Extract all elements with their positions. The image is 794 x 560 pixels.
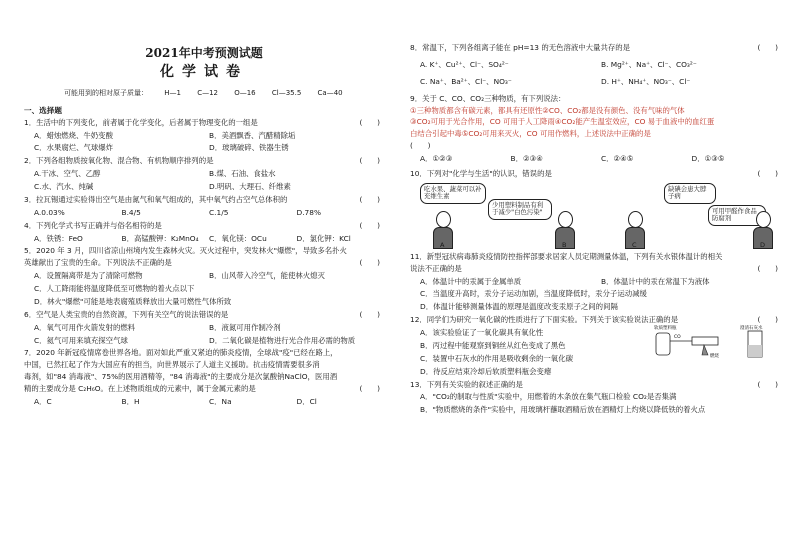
figure-label-bottle: 软质塑料瓶 xyxy=(654,326,677,331)
question-7: 7．2020 年新冠疫情席卷世界各地。面对如此严重又紧迫的肺炎疫情，全球战"疫"已经在路上， 中国，已然扛起了作为大国应有的担当，向世界展示了人道主义援助。抗击疫情需要很多消 毒剂，如"84 消毒液"、75%的医用酒精等，"84 消毒液"的主要成分是次氯酸钠NaClO，医用酒 精的主要成分是 C₂H₆O。在上述物质组成的元素中，属于金属元素的是 ( ) xyxy=(24,348,380,394)
illustration-panel-right xyxy=(604,183,774,249)
section-heading: 一、选择题 xyxy=(24,105,62,115)
question-13-option-a: A．"CO₂的制取与性质"实验中，用燃着的木条放在集气瓶口检验 CO₂是否集满 xyxy=(420,392,677,402)
question-11-option-c: C．当温度升高时，汞分子运动加剧，当温度降低时，汞分子运动减缓 xyxy=(420,289,647,299)
question-8-options-row2: C. Na⁺、Ba²⁺、Cl⁻、NO₃⁻ D. H⁺、NH₄⁺、NO₃⁻、Cl⁻ xyxy=(420,76,691,86)
exam-subtitle: 化学试卷 xyxy=(160,64,248,81)
label-c: C xyxy=(632,240,637,249)
left-column xyxy=(24,0,384,407)
question-4: 4．下列化学式书写正确并与俗名相符的是 ( ) xyxy=(24,220,380,230)
question-2: 2．下列各组物质按氧化物、混合物、有机物顺序排列的是 ( ) xyxy=(24,156,380,166)
question-12-body xyxy=(410,326,782,377)
question-7-options: A．C B．H C．Na D．Cl xyxy=(34,396,317,406)
question-2-options-row1: A.干冰、空气、乙醇 B.煤、石油、食盐水 xyxy=(34,169,276,179)
illustration-panel-left xyxy=(418,183,588,249)
question-8-options-row1: A. K⁺、Cu²⁺、Cl⁻、SO₄²⁻ B. Mg²⁺、Na⁺、Cl⁻、CO₃²⁻ xyxy=(420,59,697,69)
limewater-fill xyxy=(748,345,762,357)
question-9-options: A．①②③ B．②③④ C．②④⑤ D．①③⑤ xyxy=(420,154,725,163)
question-12-option-b: B．丙过程中能观察到铜丝从红色变成了黑色 xyxy=(420,340,566,350)
question-9: 9．关于 C、CO、CO₂三种物质，有下列说法： ①三种物质都含有碳元素，都具有还原性②CO、CO₂都是没有颜色、没有气味的气体 ③CO₂可用于光合作用，CO 可用于人工降雨④CO₂能产生温室效应，CO 易于血液中的血红蛋 白结合引起中毒⑤CO₂可用来灭火，CO 可用作燃料，上述说法中正确的是 ( ) xyxy=(410,93,715,151)
question-1: 1．生活中的下列变化，前者属于化学变化，后者属于物理变化的一组是 ( ) xyxy=(24,117,380,127)
question-2-options-row2: C.水、汽水、纯碱 D.明矾、大理石、纤维素 xyxy=(34,182,291,192)
question-3: 3．拉瓦锡通过实验得出空气是由氮气和氧气组成的，其中氧气约占空气总体积的 ( ) xyxy=(24,194,380,204)
right-column xyxy=(410,40,782,415)
question-6: 6．空气是人类宝贵的自然资源，下列有关空气的说法错误的是 ( ) xyxy=(24,309,380,319)
soft-plastic-bottle xyxy=(656,333,670,355)
question-1-options-row1: A．蜡烛燃烧、牛奶变酸 B．美酒飘香、汽醋精除垢 xyxy=(34,130,296,140)
question-12-option-d: D．待反应结束冷却后软质塑料瓶会变瘪 xyxy=(420,366,552,376)
question-12-option-c: C．装置中石灰水的作用是吸收剩余的一氧化碳 xyxy=(420,353,573,363)
question-5-option-d: D．林火"爆燃"可能是地表腐殖质释放出大量可燃性气体所致 xyxy=(34,296,232,306)
question-3-options: A.0.03% B.4/5 C.1/5 D.78% xyxy=(34,207,321,217)
question-1-options-row2: C．水果腐烂、气球爆炸 D．玻璃破碎、铁器生锈 xyxy=(34,143,289,153)
question-6-options-row1: A．氧气可用作火箭发射的燃料 B．液氮可用作制冷剂 xyxy=(34,322,281,332)
question-5-option-c: C．人工降雨能将温度降低至可燃物的着火点以下 xyxy=(34,284,195,294)
question-8: 8．常温下，下列各组离子能在 pH=13 的无色溶液中大量共存的是 ( ) xyxy=(410,43,778,52)
question-11-option-d: D．体温计能够测量体温的原理是温度改变汞原子之间的间隔 xyxy=(420,302,618,312)
person-a-figure xyxy=(436,211,453,249)
figure-label-limewater: 澄清石灰水 xyxy=(740,326,763,331)
person-b-figure xyxy=(558,211,575,249)
question-4-options: A．铁锈：FeO B．高锰酸钾：K₂MnO₄ C．氧化镁：OCu D．氯化钾：KCl xyxy=(34,233,351,243)
question-10-illustration xyxy=(410,183,782,249)
speech-bubble-d: 可用甲醛作食品防腐剂 xyxy=(708,205,766,226)
label-b: B xyxy=(562,240,567,249)
atomic-masses: 可能用到的相对原子质量： H—1 C—12 O—16 Cl—35.5 Ca—40 xyxy=(64,89,343,98)
figure-label-co: CO xyxy=(674,335,681,340)
speech-bubble-a: 吃水果、蔬菜可以补充维生素 xyxy=(420,183,486,204)
question-10: 10．下列对"化学与生活"的认识，错误的是 ( ) xyxy=(410,168,778,178)
figure-label-burn: 燃烧 xyxy=(710,354,719,359)
speech-bubble-b: 少用塑料制品有利于减少"白色污染" xyxy=(488,199,552,220)
exam-title: 2021年中考预测试题 xyxy=(145,46,263,60)
question-11: 11．新型冠状病毒肺炎疫情防控指挥部要求居家人员定期测量体温，下列有关水银体温计的相关 说法不正确的是 ( ) xyxy=(410,251,778,273)
question-11-options-row1: A．体温计中的汞属于金属单质 B．体温计中的汞在常温下为液体 xyxy=(420,276,710,286)
label-d: D xyxy=(760,240,766,249)
question-13-option-b: B．"物质燃烧的条件"实验中，用玻璃杆蘸取酒精后放在酒精灯上灼烧以降低铁的着火点 xyxy=(420,405,706,415)
question-5-options-row1: A．设置隔离带是为了清除可燃物 B．山风带入冷空气，能使林火熄灭 xyxy=(34,271,325,281)
question-6-options-row2: C．氦气可用来填充探空气球 D．二氧化碳是植物进行光合作用必需的物质 xyxy=(34,335,356,345)
question-12-option-a: A．该实验验证了一氧化碳具有氧化性 xyxy=(420,328,544,337)
question-5: 5．2020 年 3 月，四川省凉山州境内发生森林火灾。灭火过程中，突发林火"爆燃"，导致多名扑火 英雄献出了宝贵的生命。下列说法不正确的是 ( ) xyxy=(24,246,380,268)
co-experiment-apparatus xyxy=(652,323,780,361)
question-13: 13．下列有关实验的叙述正确的是 ( ) xyxy=(410,379,778,389)
speech-bubble-c: 缺碘会患大脖子病 xyxy=(664,183,716,204)
question-12: 12．同学们为研究一氧化碳的性质进行了下面实验。下列关于该实验说法正确的是 ( ) xyxy=(410,315,778,325)
burner-icon xyxy=(702,345,708,355)
reaction-tube xyxy=(692,337,718,345)
label-a: A xyxy=(440,240,445,249)
